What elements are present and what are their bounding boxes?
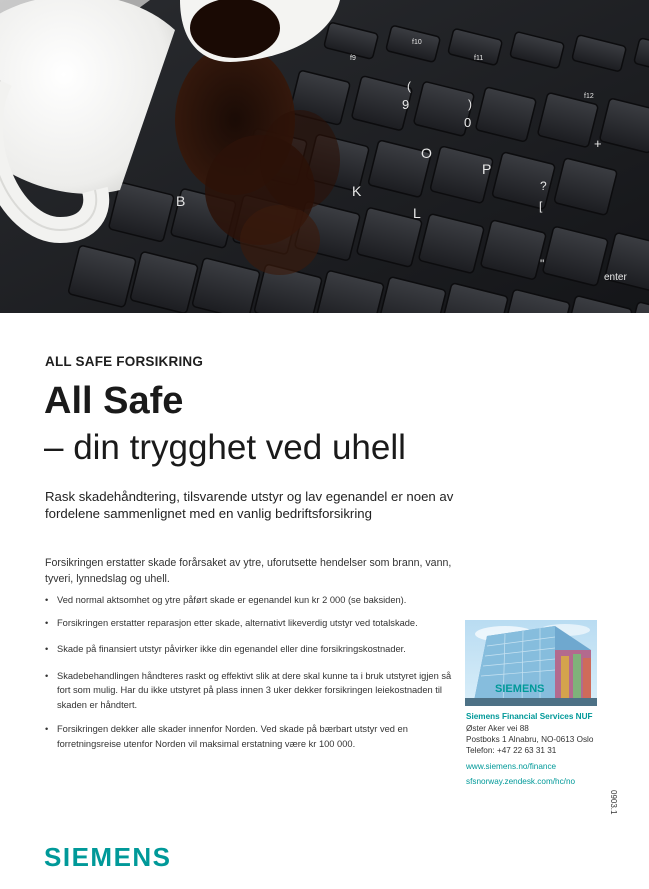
contact-block <box>466 711 616 787</box>
key-0-label: 0 <box>464 115 472 130</box>
benefits-list <box>45 593 455 751</box>
key-f12-label: f12 <box>584 93 594 100</box>
list-item: • Skadebehandlingen håndteres raskt og effektivt slik at dere skal kunne ta i bruk utstyret igjen så fort som mulig. Har du ikke utstyret på plass innen 3 uker dekker forsikringen leiekostnaden til skaden er håndtert. <box>45 669 455 713</box>
key-p-label: P <box>482 161 492 177</box>
company-name: Siemens Financial Services NUF <box>466 712 593 721</box>
key-f10-label: f10 <box>412 39 422 46</box>
page-subtitle: – din trygghet ved uhell <box>44 428 406 467</box>
list-item: • Forsikringen erstatter reparasjon etter skade, alternativt likeverdig utstyr ved totalskade. <box>45 616 455 631</box>
document-code: 0903.1 <box>609 790 618 815</box>
office-building-photo <box>465 620 597 706</box>
lead-paragraph: Rask skadehåndtering, tilsvarende utstyr og lav egenandel er noen av fordelene sammenlignet med en vanlig bedriftsforsikring <box>45 489 454 521</box>
phone-number: Telefon: +47 22 63 31 31 <box>466 746 557 756</box>
eyebrow-heading: ALL SAFE FORSIKRING <box>45 354 204 369</box>
list-item: • Forsikringen dekker alle skader innenfor Norden. Ved skade på bærbart utstyr ved en forretningsreise utenfor Norden vil maksimal erstatning være kr 100 000. <box>45 722 455 751</box>
hero-image <box>0 0 649 313</box>
list-item: • Skade på finansiert utstyr påvirker ikke din egenandel eller dine forsikringskostnader. <box>45 642 455 657</box>
key-enter-label: enter <box>604 272 627 283</box>
website-link[interactable]: www.siemens.no/finance <box>466 761 557 771</box>
support-link[interactable]: sfsnorway.zendesk.com/hc/no <box>466 776 576 786</box>
spilled-coffee-illustration <box>0 0 649 313</box>
page-title: All Safe <box>44 380 184 422</box>
key-f9-label: f9 <box>350 55 356 62</box>
key-o-label: O <box>421 145 432 161</box>
address-line-1: Øster Aker vei 88 <box>466 724 529 733</box>
key-l-label: L <box>413 205 421 221</box>
siemens-logo: SIEMENS <box>44 842 172 872</box>
key-quote-label: " <box>540 257 545 271</box>
key-k-label: K <box>352 183 362 199</box>
key-b-label: B <box>176 193 186 209</box>
key-f11-label: f11 <box>474 55 484 62</box>
key-paren-close-label: ) <box>468 97 472 111</box>
key-question-label: ? <box>540 179 547 193</box>
key-bracket-label: [ <box>539 199 543 213</box>
building-sign: SIEMENS <box>495 683 545 695</box>
address-line-2: Postboks 1 Alnabru, NO-0613 Oslo <box>466 735 594 745</box>
key-paren-open-label: ( <box>407 79 411 93</box>
list-item: • Ved normal aktsomhet og ytre påført skade er egenandel kun kr 2 000 (se baksiden). <box>45 593 455 608</box>
key-9-label: 9 <box>402 97 410 112</box>
intro-paragraph: Forsikringen erstatter skade forårsaket av ytre, uforutsette hendelser som brann, vann, tyveri, lynnedslag og uhell. <box>45 557 452 585</box>
key-plus-label: + <box>594 136 602 151</box>
